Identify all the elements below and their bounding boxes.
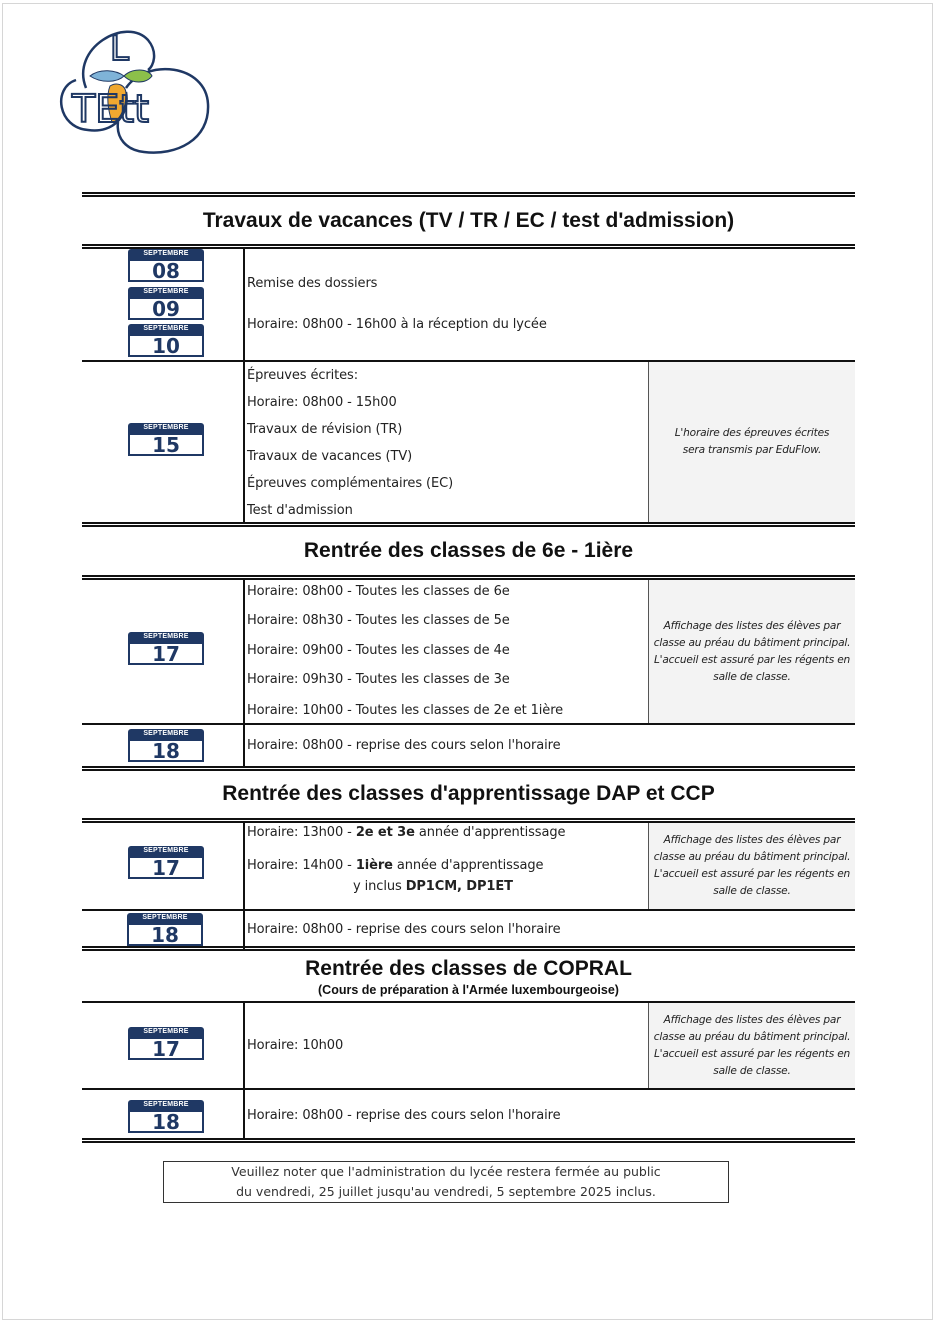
column-divider bbox=[243, 1003, 245, 1140]
row-text: Horaire: 14h00 - 1ière année d'apprentissage bbox=[247, 858, 544, 873]
row-text: Horaire: 13h00 - 2e et 3e année d'apprentissage bbox=[247, 825, 566, 840]
section-subtitle: (Cours de préparation à l'Armée luxembourgeoise) bbox=[318, 983, 619, 997]
section-title: Rentrée des classes de 6e - 1ière bbox=[303, 539, 634, 562]
rule bbox=[82, 766, 855, 771]
calendar-icon: SEPTEMBRE 09 bbox=[128, 287, 204, 320]
note-box: Affichage des listes des élèves par classe au préau du bâtiment principal. L'accueil est assuré par les régents en salle de classe. bbox=[648, 580, 855, 723]
row-divider bbox=[82, 1088, 855, 1090]
notice-line: Veuillez noter que l'administration du lycée restera fermée au public bbox=[231, 1164, 661, 1179]
rule bbox=[82, 522, 855, 527]
calendar-icon: SEPTEMBRE 18 bbox=[127, 913, 203, 946]
note-box: L'horaire des épreuves écrites sera transmis par EduFlow. bbox=[648, 362, 855, 522]
rule bbox=[82, 192, 855, 197]
calendar-icon: SEPTEMBRE 18 bbox=[128, 1100, 204, 1133]
closure-notice bbox=[163, 1161, 729, 1203]
column-divider bbox=[243, 249, 245, 523]
row-text: Horaire: 09h30 - Toutes les classes de 3e bbox=[247, 672, 510, 687]
row-text: Horaire: 10h00 bbox=[247, 1038, 344, 1053]
row-text: Remise des dossiers bbox=[247, 276, 378, 291]
rule bbox=[82, 946, 855, 951]
row-text: Horaire: 10h00 - Toutes les classes de 2e et 1ière bbox=[247, 703, 564, 718]
row-text: Travaux de révision (TR) bbox=[247, 422, 403, 437]
row-divider bbox=[82, 909, 855, 911]
calendar-icon: SEPTEMBRE 17 bbox=[128, 1027, 204, 1060]
calendar-icon: SEPTEMBRE 15 bbox=[128, 423, 204, 456]
section-title: Rentrée des classes de COPRAL bbox=[305, 957, 632, 980]
row-text: Horaire: 08h00 - 15h00 bbox=[247, 395, 397, 410]
calendar-icon: SEPTEMBRE 17 bbox=[128, 632, 204, 665]
row-text: Test d'admission bbox=[247, 503, 353, 518]
school-logo bbox=[56, 18, 216, 160]
calendar-icon: SEPTEMBRE 17 bbox=[128, 846, 204, 879]
row-text: Épreuves écrites: bbox=[247, 368, 359, 383]
section-title: Rentrée des classes d'apprentissage DAP et CCP bbox=[222, 782, 715, 805]
row-text: Horaire: 08h00 - reprise des cours selon l'horaire bbox=[247, 738, 561, 753]
note-box: Affichage des listes des élèves par classe au préau du bâtiment principal. L'accueil est assuré par les régents en salle de classe. bbox=[648, 823, 855, 909]
row-text: Horaire: 08h00 - Toutes les classes de 6e bbox=[247, 584, 510, 599]
row-text: Horaire: 09h00 - Toutes les classes de 4e bbox=[247, 643, 510, 658]
row-text: Travaux de vacances (TV) bbox=[247, 449, 413, 464]
row-text: Horaire: 08h00 - reprise des cours selon l'horaire bbox=[247, 1108, 561, 1123]
notice-line: du vendredi, 25 juillet jusqu'au vendredi, 5 septembre 2025 inclus. bbox=[236, 1184, 656, 1199]
rule bbox=[82, 1138, 855, 1143]
calendar-icon: SEPTEMBRE 10 bbox=[128, 324, 204, 357]
row-text: Horaire: 08h30 - Toutes les classes de 5e bbox=[247, 613, 510, 628]
row-text: y inclus DP1CM, DP1ET bbox=[353, 879, 513, 894]
calendar-icon: SEPTEMBRE 18 bbox=[128, 729, 204, 762]
section-title: Travaux de vacances (TV / TR / EC / test d'admission) bbox=[202, 209, 735, 232]
logo-letter-l: L bbox=[110, 29, 129, 69]
column-divider bbox=[243, 580, 245, 768]
row-text: Horaire: 08h00 - reprise des cours selon l'horaire bbox=[247, 922, 561, 937]
row-text: Épreuves complémentaires (EC) bbox=[247, 476, 454, 491]
column-divider bbox=[243, 823, 245, 949]
row-text: Horaire: 08h00 - 16h00 à la réception du lycée bbox=[247, 317, 547, 332]
note-box: Affichage des listes des élèves par classe au préau du bâtiment principal. L'accueil est assuré par les régents en salle de classe. bbox=[648, 1003, 855, 1088]
row-divider bbox=[82, 723, 855, 725]
logo-letters: TEtt bbox=[72, 87, 150, 131]
calendar-icon: SEPTEMBRE 08 bbox=[128, 249, 204, 282]
